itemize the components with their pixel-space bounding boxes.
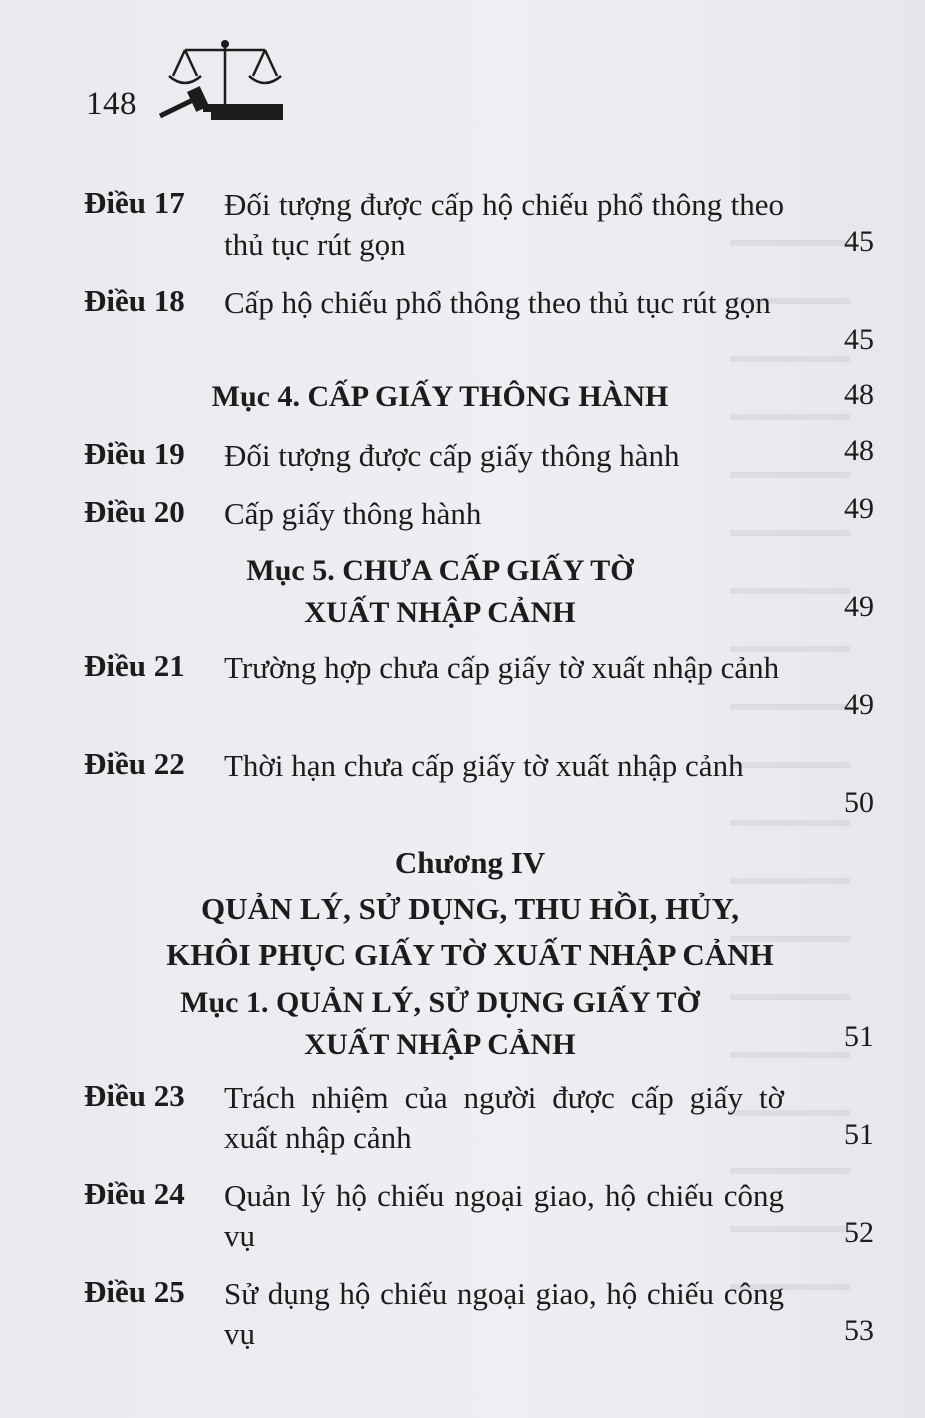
article-label: Điều 22 [84, 746, 185, 781]
article-title: Đối tượng được cấp hộ chiếu phổ thông theo thủ tục rút gọn [224, 187, 784, 262]
page-ref: 45 [844, 225, 874, 258]
article-label: Điều 20 [84, 494, 185, 529]
scales-of-justice-icon [155, 38, 290, 123]
page-number: 148 [86, 86, 137, 122]
page-ref: 49 [844, 492, 874, 525]
page-ref: 45 [844, 323, 874, 356]
article-label: Điều 23 [84, 1078, 185, 1113]
page-ref: 49 [844, 688, 874, 721]
article-label: Điều 19 [84, 436, 185, 471]
article-title: Sử dụng hộ chiếu ngoại giao, hộ chiếu công vụ [224, 1276, 784, 1351]
article-title: Cấp hộ chiếu phổ thông theo thủ tục rút gọn [224, 285, 771, 320]
page-ref: 52 [844, 1216, 874, 1249]
section-page-ref: 51 [844, 1020, 874, 1053]
section-heading-line: Mục 5. CHƯA CẤP GIẤY TỜ [246, 554, 634, 587]
article-title: Trách nhiệm của người được cấp giấy tờ xuất nhập cảnh [224, 1080, 784, 1155]
section-page-ref: 48 [844, 378, 874, 411]
section-heading [90, 982, 790, 1066]
article-title: Thời hạn chưa cấp giấy tờ xuất nhập cảnh [224, 748, 744, 783]
chapter-heading [90, 840, 850, 978]
section-page-ref: 49 [844, 590, 874, 623]
page-ref: 51 [844, 1118, 874, 1151]
article-label: Điều 18 [84, 283, 185, 318]
article-title: Cấp giấy thông hành [224, 496, 482, 531]
article-title: Đối tượng được cấp giấy thông hành [224, 438, 680, 473]
section-heading-line: Mục 4. CẤP GIẤY THÔNG HÀNH [211, 380, 669, 413]
page-ref: 48 [844, 434, 874, 467]
section-heading [90, 376, 790, 418]
article-label: Điều 25 [84, 1274, 185, 1309]
section-heading-line: XUẤT NHẬP CẢNH [304, 596, 576, 629]
chapter-title-line: QUẢN LÝ, SỬ DỤNG, THU HỒI, HỦY, [201, 891, 739, 926]
page-ref: 53 [844, 1314, 874, 1347]
article-label: Điều 17 [84, 185, 185, 220]
section-heading-line: Mục 1. QUẢN LÝ, SỬ DỤNG GIẤY TỜ [180, 986, 700, 1019]
chapter-title-line: KHÔI PHỤC GIẤY TỜ XUẤT NHẬP CẢNH [166, 937, 774, 972]
article-title: Trường hợp chưa cấp giấy tờ xuất nhập cảnh [224, 650, 780, 685]
article-label: Điều 24 [84, 1176, 185, 1211]
section-heading-line: XUẤT NHẬP CẢNH [304, 1028, 576, 1061]
page-ref: 50 [844, 786, 874, 819]
article-label: Điều 21 [84, 648, 185, 683]
chapter-title: Chương IV [394, 845, 546, 880]
section-heading [90, 550, 790, 634]
article-title: Quản lý hộ chiếu ngoại giao, hộ chiếu công vụ [224, 1178, 784, 1253]
